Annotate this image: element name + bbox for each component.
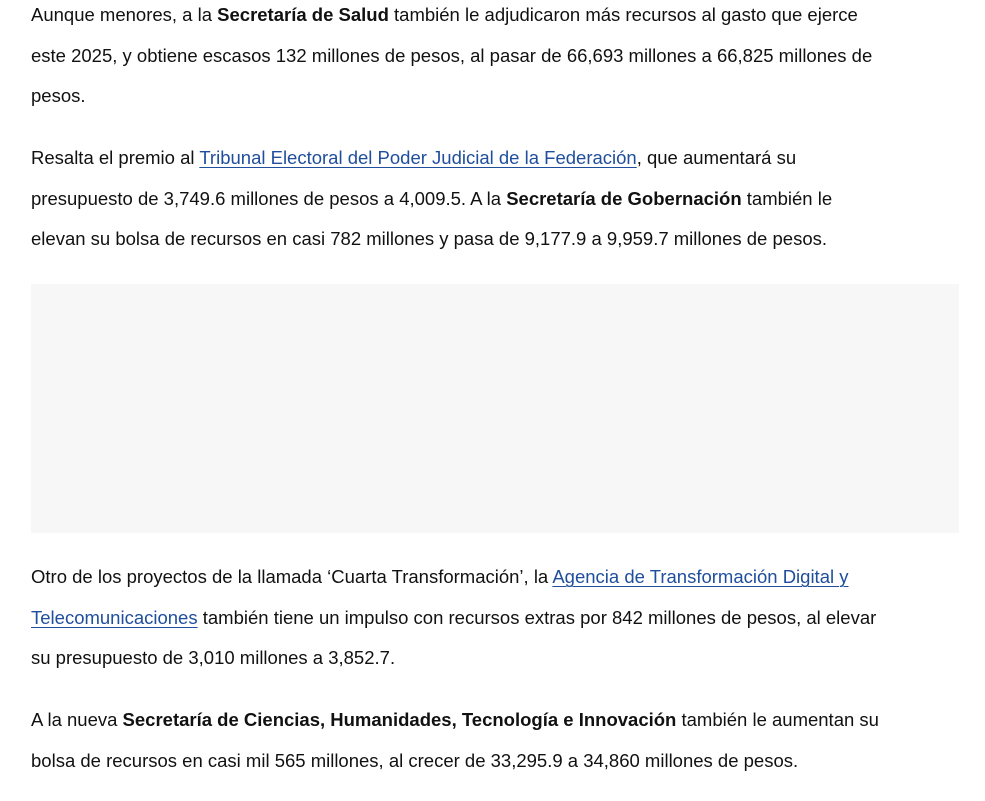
text-run: también le aumentan su	[676, 709, 879, 730]
text-line	[31, 557, 876, 598]
text-line	[31, 138, 832, 179]
link-agencia-transformacion-digital[interactable]: Agencia de Transformación Digital y	[552, 566, 849, 587]
text-run: , que aumentará su	[636, 147, 797, 168]
text-run: también le adjudicaron más recursos al gasto que ejerce	[388, 4, 858, 25]
text-line	[31, 179, 832, 220]
text-line: pesos.	[31, 85, 86, 106]
text-line: elevan su bolsa de recursos en casi 782 millones y pasa de 9,177.9 a 9,959.7 millones de pesos.	[31, 228, 827, 249]
text-line	[31, 0, 872, 36]
text-line: este 2025, y obtiene escasos 132 millones de pesos, al pasar de 66,693 millones a 66,825 millones de	[31, 44, 873, 66]
entity-secretaria-gobernacion: Secretaría de Gobernación	[506, 187, 742, 209]
paragraph-salud	[31, 0, 872, 117]
ad-placeholder	[31, 284, 959, 533]
text-run: Aunque menores, a la	[31, 4, 218, 25]
text-line	[31, 700, 879, 741]
paragraph-agencia	[31, 557, 876, 679]
text-line: su presupuesto de 3,010 millones a 3,852.7.	[31, 647, 396, 668]
paragraph-ciencias	[31, 700, 879, 781]
text-run: Resalta el premio al	[31, 147, 200, 168]
text-run: A la nueva	[31, 709, 123, 730]
text-run: también tiene un impulso con recursos extras por 842 millones de pesos, al elevar	[197, 606, 877, 628]
link-agencia-transformacion-digital-cont[interactable]: Telecomunicaciones	[31, 606, 198, 628]
entity-secretaria-ciencias: Secretaría de Ciencias, Humanidades, Tecnología e Innovación	[122, 709, 677, 730]
paragraph-tribunal	[31, 138, 832, 260]
text-run: presupuesto de 3,749.6 millones de pesos a 4,009.5. A la	[31, 187, 507, 209]
link-tribunal-electoral[interactable]: Tribunal Electoral del Poder Judicial de la Federación	[199, 147, 637, 168]
text-line: bolsa de recursos en casi mil 565 millones, al crecer de 33,295.9 a 34,860 millones de pesos.	[31, 749, 799, 771]
entity-secretaria-salud: Secretaría de Salud	[217, 4, 389, 25]
text-run: Otro de los proyectos de la llamada ‘Cuarta Transformación’, la	[31, 566, 553, 587]
text-line	[31, 598, 876, 639]
text-run: también le	[741, 187, 833, 209]
